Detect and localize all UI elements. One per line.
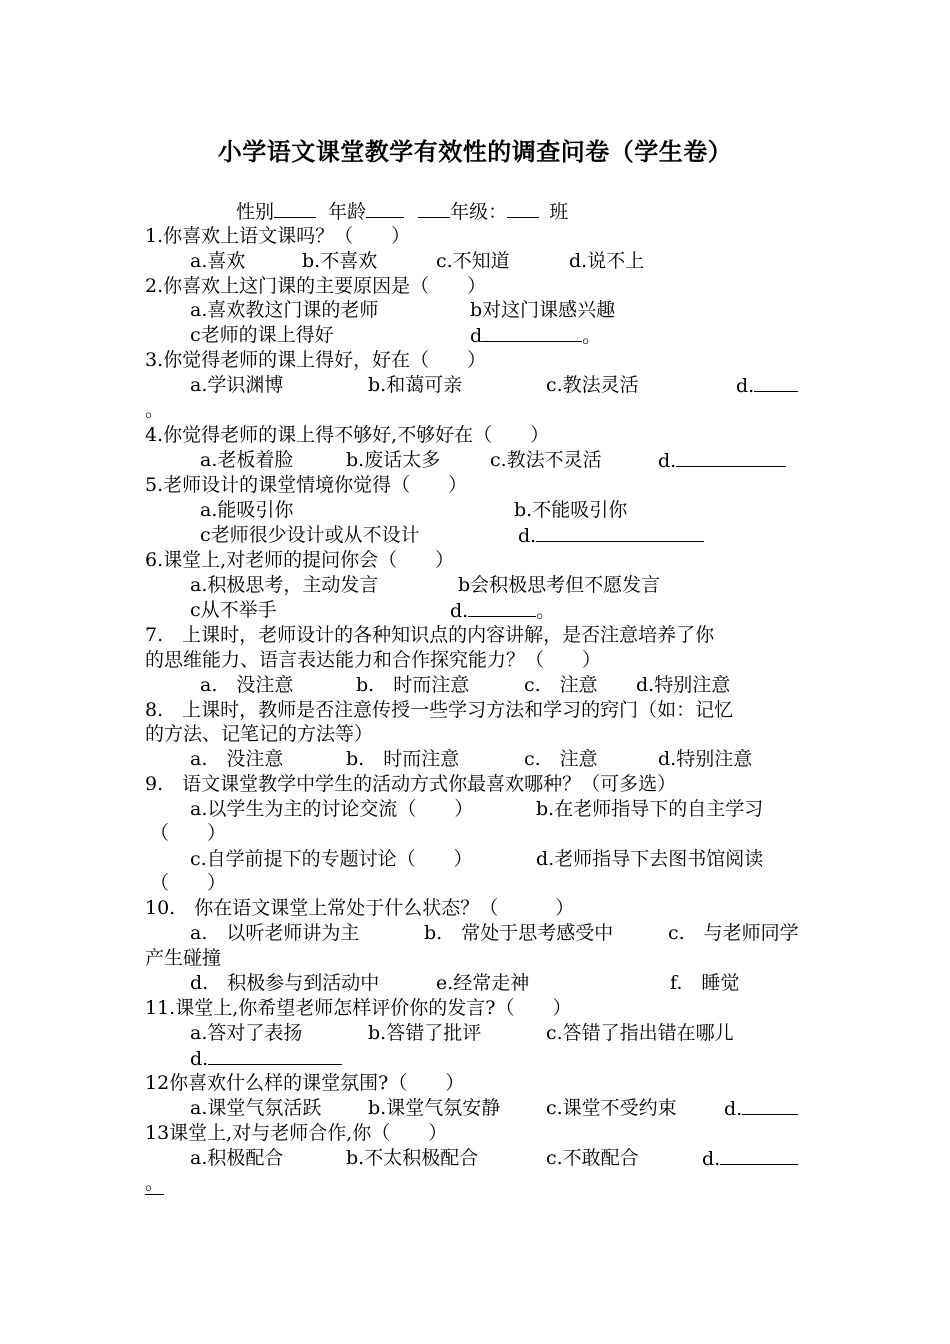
option-b[interactable]: b.课堂气氛安静 <box>368 1097 501 1119</box>
option-d-label: d. <box>518 525 537 547</box>
option-c[interactable]: c.课堂不受约束 <box>546 1097 677 1119</box>
option-a[interactable]: a.以学生为主的讨论交流（ ） <box>190 798 474 820</box>
option-d[interactable] <box>450 598 555 623</box>
question-9: 9. 语文课堂教学中学生的活动方式你最喜欢哪种？（可多选） <box>145 773 677 795</box>
option-d[interactable]: d. 积极参与到活动中 <box>190 972 380 994</box>
option-d[interactable] <box>658 448 786 473</box>
question-12: 12你喜欢什么样的课堂氛围?（ ） <box>145 1072 465 1094</box>
option-d-blank[interactable] <box>742 1096 798 1115</box>
option-c[interactable]: c. 与老师同学 <box>668 922 799 944</box>
option-d-label: d. <box>190 1048 209 1070</box>
option-d[interactable]: d.特别注意 <box>658 748 753 770</box>
option-b[interactable]: b.和蔼可亲 <box>368 374 463 396</box>
option-a[interactable]: a.能吸引你 <box>200 499 294 521</box>
gender-label: 性别 <box>236 201 275 223</box>
question-13: 13课堂上,对与老师合作,你（ ） <box>145 1122 448 1144</box>
question-3: 3.你觉得老师的课上得好，好在（ ） <box>145 349 487 371</box>
option-d-tail[interactable]: （ ） <box>150 872 227 894</box>
option-d[interactable] <box>724 1096 798 1121</box>
option-c-tail: 产生碰撞 <box>145 947 222 969</box>
question-10: 10. 你在语文课堂上常处于什么状态？（ ） <box>145 897 575 919</box>
option-b[interactable]: b. 常处于思考感受中 <box>424 922 614 944</box>
option-b-tail[interactable]: （ ） <box>150 822 227 844</box>
option-d[interactable]: d.说不上 <box>569 250 645 272</box>
page-title: 小学语文课堂教学有效性的调查问卷（学生卷） <box>217 137 733 166</box>
grade-blank[interactable] <box>418 199 450 218</box>
question-13-tail-mark: 。 <box>145 1172 165 1194</box>
option-d-label: d. <box>724 1098 743 1120</box>
option-d[interactable]: d.老师指导下去图书馆阅读 <box>536 848 764 870</box>
question-6: 6.课堂上,对老师的提问你会（ ） <box>145 549 455 571</box>
option-e[interactable]: e.经常走神 <box>436 972 530 994</box>
option-a[interactable]: a.积极思考，主动发言 <box>190 574 379 596</box>
option-a[interactable]: a.积极配合 <box>190 1147 284 1169</box>
option-b[interactable]: b.废话太多 <box>346 449 441 471</box>
option-b[interactable]: b.不喜欢 <box>302 250 378 272</box>
student-info-line <box>236 199 568 224</box>
question-11: 11.课堂上,你希望老师怎样评价你的发言?（ ） <box>145 997 572 1019</box>
option-d-label: d. <box>658 450 677 472</box>
option-d-blank[interactable] <box>208 1046 342 1065</box>
option-d-blank[interactable] <box>536 523 704 542</box>
option-a[interactable]: a.课堂气氛活跃 <box>190 1097 322 1119</box>
question-7-line2: 的思维能力、语言表达能力和合作探究能力？（ ） <box>145 649 602 671</box>
option-a[interactable]: a.学识渊博 <box>190 374 284 396</box>
option-b[interactable]: b.不太积极配合 <box>346 1147 479 1169</box>
option-c[interactable]: c. 注意 <box>524 748 598 770</box>
question-8-line2: 的方法、记笔记的方法等） <box>145 723 374 745</box>
option-c[interactable]: c. 注意 <box>524 674 598 696</box>
class-label: 班 <box>549 201 569 223</box>
option-b[interactable]: b会积极思考但不愿发言 <box>458 574 661 596</box>
option-d-blank[interactable] <box>754 373 798 392</box>
option-b[interactable]: b对这门课感兴趣 <box>470 299 616 321</box>
option-d[interactable]: d.特别注意 <box>636 674 731 696</box>
option-b[interactable]: b. 时而注意 <box>356 674 470 696</box>
option-d-tail: 。 <box>536 600 556 622</box>
option-d-label: d. <box>736 375 755 397</box>
option-d-label: d <box>470 325 483 347</box>
option-c[interactable]: c.自学前提下的专题讨论（ ） <box>190 848 473 870</box>
option-c[interactable]: c.教法灵活 <box>546 374 639 396</box>
option-d-label: d. <box>450 600 469 622</box>
question-7-line1: 7. 上课时，老师设计的各种知识点的内容讲解，是否注意培养了你 <box>145 624 715 646</box>
option-a[interactable]: a.答对了表扬 <box>190 1022 303 1044</box>
option-d[interactable] <box>470 323 601 348</box>
age-label: 年龄 <box>328 201 367 223</box>
option-d[interactable] <box>702 1146 798 1171</box>
option-d[interactable] <box>190 1046 342 1071</box>
question-8-line1: 8. 上课时，教师是否注意传授一些学习方法和学习的窍门（如：记忆 <box>145 699 734 721</box>
question-1: 1.你喜欢上语文课吗？（ ） <box>145 225 411 247</box>
option-d-blank[interactable] <box>482 323 582 342</box>
option-d-blank[interactable] <box>720 1146 798 1165</box>
option-a[interactable]: a. 没注意 <box>190 748 284 770</box>
question-4: 4.你觉得老师的课上得不够好,不够好在（ ） <box>145 424 550 446</box>
option-d[interactable] <box>518 523 704 548</box>
option-d-tail: 。 <box>582 325 602 347</box>
option-c[interactable]: c.答错了指出错在哪儿 <box>546 1022 734 1044</box>
question-13-tail <box>145 1171 164 1195</box>
option-b[interactable]: b. 时而注意 <box>346 748 460 770</box>
grade-label: 年级： <box>450 201 508 223</box>
option-b[interactable]: b.在老师指导下的自主学习 <box>536 798 764 820</box>
option-c[interactable]: c老师很少设计或从不设计 <box>200 524 420 546</box>
option-c[interactable]: c.不知道 <box>436 250 510 272</box>
option-b[interactable]: b.答错了批评 <box>368 1022 482 1044</box>
option-a[interactable]: a.喜欢教这门课的老师 <box>190 299 379 321</box>
class-blank[interactable] <box>507 199 539 218</box>
question-5: 5.老师设计的课堂情境你觉得（ ） <box>145 474 468 496</box>
question-2: 2.你喜欢上这门课的主要原因是（ ） <box>145 275 487 297</box>
option-a[interactable]: a. 没注意 <box>200 674 294 696</box>
age-blank[interactable] <box>366 199 404 218</box>
option-c[interactable]: c.不敢配合 <box>546 1147 639 1169</box>
option-d-blank[interactable] <box>468 598 536 617</box>
option-d[interactable] <box>736 373 798 398</box>
option-a[interactable]: a.老板着脸 <box>200 449 294 471</box>
option-f[interactable]: f. 睡觉 <box>670 972 740 994</box>
option-c[interactable]: c.教法不灵活 <box>490 449 602 471</box>
option-a[interactable]: a.喜欢 <box>190 250 246 272</box>
option-c[interactable]: c从不举手 <box>190 599 277 621</box>
option-a[interactable]: a. 以听老师讲为主 <box>190 922 360 944</box>
option-d-label: d. <box>702 1148 721 1170</box>
question-3-tail: 。 <box>145 399 165 421</box>
option-c[interactable]: c老师的课上得好 <box>190 324 334 346</box>
option-b[interactable]: b.不能吸引你 <box>514 499 628 521</box>
gender-blank[interactable] <box>274 199 316 218</box>
option-d-blank[interactable] <box>676 448 786 467</box>
